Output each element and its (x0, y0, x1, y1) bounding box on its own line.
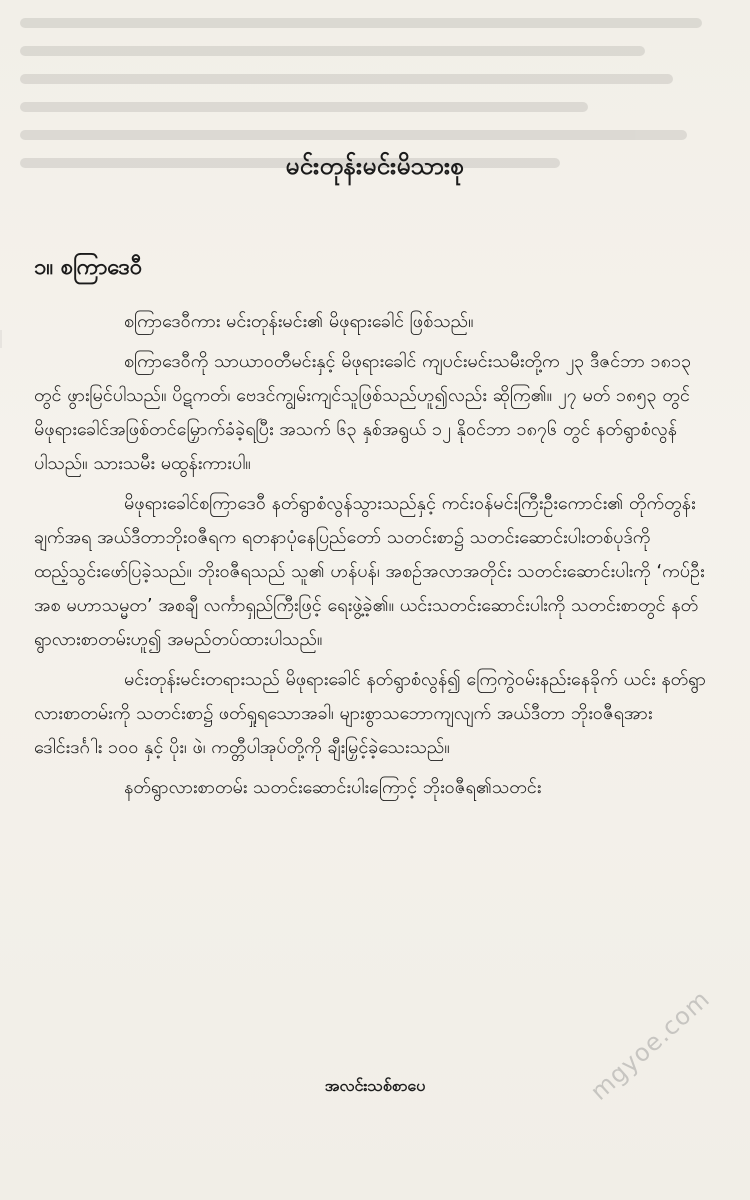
bleed-through-text (20, 0, 730, 260)
margin-mark (0, 330, 20, 348)
watermark-text: mgyoe.com (585, 984, 716, 1106)
paragraph-2: စကြာဒေဝီကို သာယာဝတီမင်းနှင့် မိဖုရားခေါင် ကျပင်းမင်းသမီးတို့က ၂၃ ဒီဇင်ဘာ ၁၈၁၃ တွင် ဖွားမြင်ပါသည်။ ပိဋကတ်၊ ဗေဒင်ကျွမ်းကျင်သူဖြစ်သည်ဟူ၍လည်း ဆိုကြ၏။ ၂၇ မတ် ၁၈၅၃ တွင် မိဖုရားခေါင်အဖြစ်တင်မြှောက်ခံခဲ့ရပြီး အသက် ၆၃ နှစ်အရွယ် ၁၂ နိုဝင်ဘာ ၁၈၇၆ တွင် နတ်ရွာစံလွန်ပါသည်။ သားသမီး မထွန်းကားပါ။ (34, 351, 692, 474)
paragraph-3: မိဖုရားခေါင်စကြာဒေဝီ နတ်ရွာစံလွန်သွားသည်နှင့် ကင်းဝန်မင်းကြီးဦးကောင်း၏ တိုက်တွန်းချက်အရ အယ်ဒီတာဘိုးဝဇီရက ရတနာပုံနေပြည်တော် သတင်းစာ၌ သတင်းဆောင်းပါးတစ်ပုဒ်ကို ထည့်သွင်းဖော်ပြခဲ့သည်။ ဘိုးဝဇီရသည် သူ၏ ဟန်ပန်၊ အစဉ်အလာအတိုင်း သတင်းဆောင်းပါးကို ‘ကပ်ဦးအစ မဟာသမ္မတ’ အစချီ လင်္ကာရှည်ကြီးဖြင့် ရေးဖွဲ့ခဲ့၏။ ယင်းသတင်းဆောင်းပါးကို သတင်းစာတွင် နတ်ရွာလားစာတမ်းဟူ၍ အမည်တပ်ထားပါသည်။ (34, 493, 705, 650)
paragraph-1: စကြာဒေဝီကား မင်းတုန်းမင်း၏ မိဖုရားခေါင် ဖြစ်သည်။ (124, 311, 474, 332)
body-text (34, 305, 714, 805)
section-heading: ၁။ စကြာဒေဝီ (34, 255, 143, 280)
paragraph-5: နတ်ရွာလားစာတမ်း သတင်းဆောင်းပါးကြောင့် ဘိုးဝဇီရ၏သတင်း (124, 777, 542, 798)
paragraph-4: မင်းတုန်းမင်းတရားသည် မိဖုရားခေါင် နတ်ရွာစံလွန်၍ ကြေကွဲဝမ်းနည်းနေခိုက် ယင်း နတ်ရွာလားစာတမ်းကို သတင်းစာ၌ ဖတ်ရှုရသောအခါ၊ များစွာသဘောကျလျက် အယ်ဒီတာ ဘိုးဝဇီရအား ဒေါင်းဒင်္ဂါး ၁၀၀ နှင့် ပိုး၊ ဖဲ၊ ကတ္တီပါအုပ်တို့ကို ချီးမြှင့်ခဲ့သေးသည်။ (34, 669, 706, 758)
publisher-footer: အလင်းသစ်စာပေ (324, 1076, 426, 1095)
page-title: မင်းတုန်းမင်းမိသားစု (285, 152, 465, 180)
